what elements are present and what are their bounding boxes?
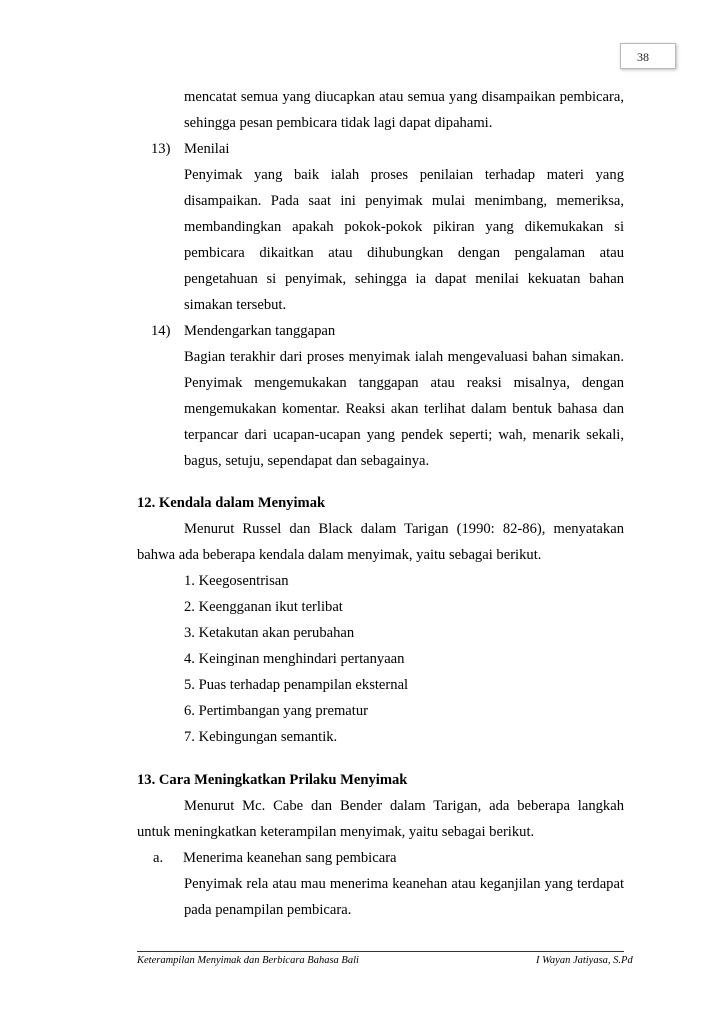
paragraph-line: untuk meningkatkan keterampilan menyimak, yaitu sebagai berikut. <box>137 824 535 840</box>
list-item: 4. Keinginan menghindari pertanyaan <box>184 651 405 667</box>
paragraph-line: mencatat semua yang diucapkan atau semua yang disampaikan pembicara, <box>184 89 624 105</box>
list-item-13-title <box>151 136 624 162</box>
list-item-14-title <box>151 318 624 344</box>
footer-book-title: Keterampilan Menyimak dan Berbicara Bahasa Bali <box>137 955 359 966</box>
list-item: 6. Pertimbangan yang prematur <box>184 703 368 719</box>
section-heading-12: 12. Kendala dalam Menyimak <box>137 495 326 511</box>
list-item: 1. Keegosentrisan <box>184 573 289 589</box>
paragraph-line: terpancar dari ucapan-ucapan yang pendek seperti; wah, menarik sekali, <box>184 427 624 443</box>
paragraph-line: Bagian terakhir dari proses menyimak ialah mengevaluasi bahan simakan. <box>184 349 624 365</box>
list-item: 3. Ketakutan akan perubahan <box>184 625 355 641</box>
list-item: 7. Kebingungan semantik. <box>184 729 338 745</box>
list-title: Menilai <box>184 141 230 157</box>
paragraph-line: mengemukakan komentar. Reaksi akan terlihat dalam bentuk bahasa dan <box>184 401 624 417</box>
paragraph-line: Menurut Russel dan Black dalam Tarigan (1990: 82-86), menyatakan <box>184 521 624 537</box>
paragraph-line: disampaikan. Pada saat ini penyimak mulai menimbang, memeriksa, <box>184 193 624 209</box>
paragraph-line: bagus, setuju, sependapat dan sebagainya. <box>184 453 430 469</box>
page-number-box <box>620 43 676 69</box>
footer-author: I Wayan Jatiyasa, S.Pd <box>536 955 633 966</box>
page-content <box>137 84 624 923</box>
paragraph-line: pengetahuan si penyimak, sehingga ia dapat menilai kekuatan bahan <box>184 271 624 287</box>
paragraph-line: pada penampilan pembicara. <box>184 902 352 918</box>
list-item-a-title <box>153 845 624 871</box>
paragraph-line: membandingkan apakah pokok-pokok pikiran yang dikemukakan si <box>184 219 624 235</box>
paragraph-line: pembicara dikaitkan atau dihubungkan dengan pengalaman atau <box>184 245 624 261</box>
footer-rule <box>137 951 624 952</box>
paragraph-line: simakan tersebut. <box>184 297 287 313</box>
list-number: 13) <box>151 141 171 157</box>
paragraph-line: bahwa ada beberapa kendala dalam menyimak, yaitu sebagai berikut. <box>137 547 542 563</box>
paragraph-line: Menurut Mc. Cabe dan Bender dalam Tarigan, ada beberapa langkah <box>184 798 624 814</box>
paragraph-line: Penyimak mengemukakan tanggapan atau reaksi misalnya, dengan <box>184 375 624 391</box>
paragraph-line: Penyimak rela atau mau menerima keanehan atau keganjilan yang terdapat <box>184 876 624 892</box>
list-item: 5. Puas terhadap penampilan eksternal <box>184 677 409 693</box>
list-number: 14) <box>151 323 171 339</box>
page-number: 38 <box>637 50 649 64</box>
list-title: Menerima keanehan sang pembicara <box>183 850 397 866</box>
section-heading-13: 13. Cara Meningkatkan Prilaku Menyimak <box>137 772 408 788</box>
list-letter: a. <box>153 850 164 866</box>
paragraph-line: sehingga pesan pembicara tidak lagi dapat dipahami. <box>184 115 493 131</box>
list-item: 2. Keengganan ikut terlibat <box>184 599 343 615</box>
paragraph-line: Penyimak yang baik ialah proses penilaian terhadap materi yang <box>184 167 624 183</box>
list-title: Mendengarkan tanggapan <box>184 323 336 339</box>
